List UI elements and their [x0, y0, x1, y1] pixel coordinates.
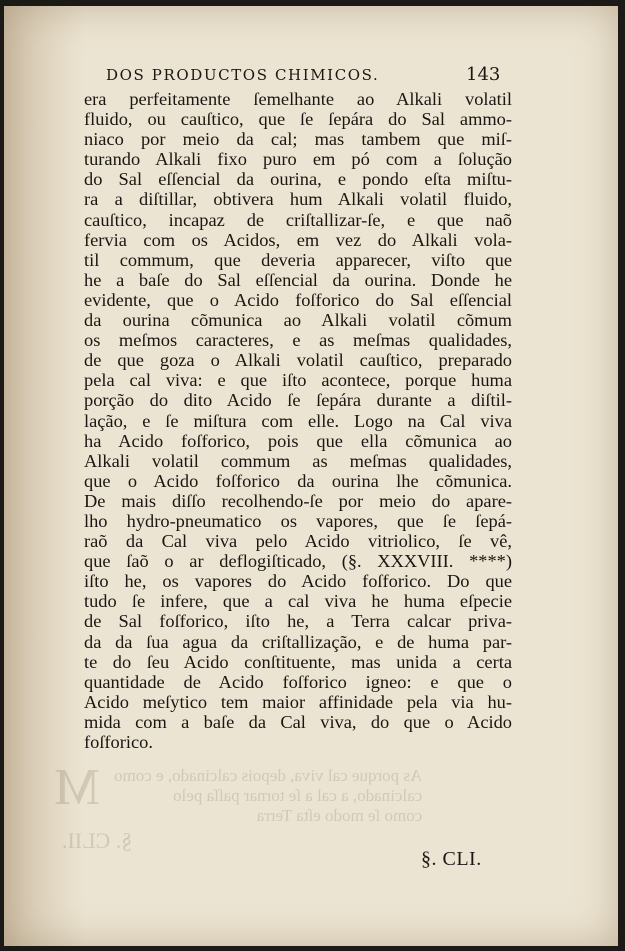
text-line: os meſmos caracteres, e as meſmas qualidades,: [84, 330, 512, 351]
text-line: niaco por meio da cal; mas tambem que miſ-: [84, 129, 512, 150]
text-line: quantidade de Acido foſforico igneo: e que o: [84, 671, 512, 692]
text-line: Acido meſytico tem maior affinidade pela via hu-: [84, 691, 512, 712]
text-line: raõ da Cal viva pelo Acido vitriolico, ſe vê,: [84, 531, 512, 552]
text-line: he a baſe do Sal eſſencial da ourina. Donde he: [84, 269, 512, 290]
text-line: fervia com os Acidos, em vez do Alkali vola-: [84, 229, 512, 250]
running-head: DOS PRODUCTOS CHIMICOS.: [106, 66, 380, 84]
page-number: 143: [466, 64, 501, 85]
text-line: da ourina cõmunica ao Alkali volatil cõmum: [84, 310, 512, 331]
text-line: Alkali volatil commum as meſmas qualidades,: [84, 450, 512, 471]
text-line: de que goza o Alkali volatil cauſtico, preparado: [84, 350, 512, 371]
text-line: lho hydro-pneumatico os vapores, que ſe ſepá-: [84, 510, 512, 531]
text-line: fluido, ou cauſtico, que ſe ſepára do Sal ammo-: [84, 109, 512, 130]
text-line: que o Acido foſforico da ourina lhe cõmunica.: [84, 470, 512, 491]
text-line: era perfeitamente ſemelhante ao Alkali volatil: [84, 89, 512, 109]
text-line: foſforico.: [84, 732, 153, 752]
catchword: §. CLI.: [421, 848, 482, 870]
text-line: til commum, que deveria apparecer, viſto que: [84, 249, 512, 270]
text-line: que ſaõ o ar deflogiſticado, (§. XXXVIII. ****): [84, 551, 512, 572]
text-line: ra a diſtillar, obtivera hum Alkali volatil fluido,: [84, 189, 512, 210]
show-through-initial: M: [54, 759, 101, 816]
text-line: mida com a baſe da Cal viva, do que o Acido: [84, 711, 512, 732]
text-line: evidente, que o Acido foſforico do Sal eſſencial: [84, 289, 512, 310]
text-line: iſto he, os vapores do Acido foſforico. Do que: [84, 571, 512, 592]
text-line: cauſtico, incapaz de criſtallizar-ſe, e que naõ: [84, 209, 512, 230]
page-edge-stain: [4, 6, 84, 946]
text-line: te do ſeu Acido conſtituente, mas unida a certa: [84, 651, 512, 672]
text-line: ha Acido foſforico, pois que ella cõmunica ao: [84, 430, 512, 451]
text-line: porção do dito Acido ſe ſepára durante a diſtil-: [84, 390, 512, 411]
text-line: de Sal foſforico, iſto he, a Terra calcar priva-: [84, 611, 512, 632]
book-page: [4, 6, 618, 946]
text-line: da da ſua agua da criſtallização, e de huma par-: [84, 631, 512, 652]
text-line: De mais diſſo recolhendo-ſe por meio do apare-: [84, 490, 512, 511]
show-through-section: §. CLII.: [62, 828, 133, 853]
text-line: turando Alkali fixo puro em pó com a ſolução: [84, 149, 512, 170]
body-text: [84, 89, 512, 752]
text-line: lação, e ſe miſtura com elle. Logo na Cal viva: [84, 410, 512, 431]
show-through-text: As porque cal viva, depois calcinado, e como calcinado, a cal a ſe tornar paſſa pelo como ſe modo eſta Terra: [114, 766, 423, 825]
text-line: pela cal viva: e que iſto acontece, porque huma: [84, 370, 512, 391]
text-line: do Sal eſſencial da ourina, e pondo eſta miſtu-: [84, 169, 512, 190]
text-line: tudo ſe infere, que a cal viva he huma eſpecie: [84, 591, 512, 612]
